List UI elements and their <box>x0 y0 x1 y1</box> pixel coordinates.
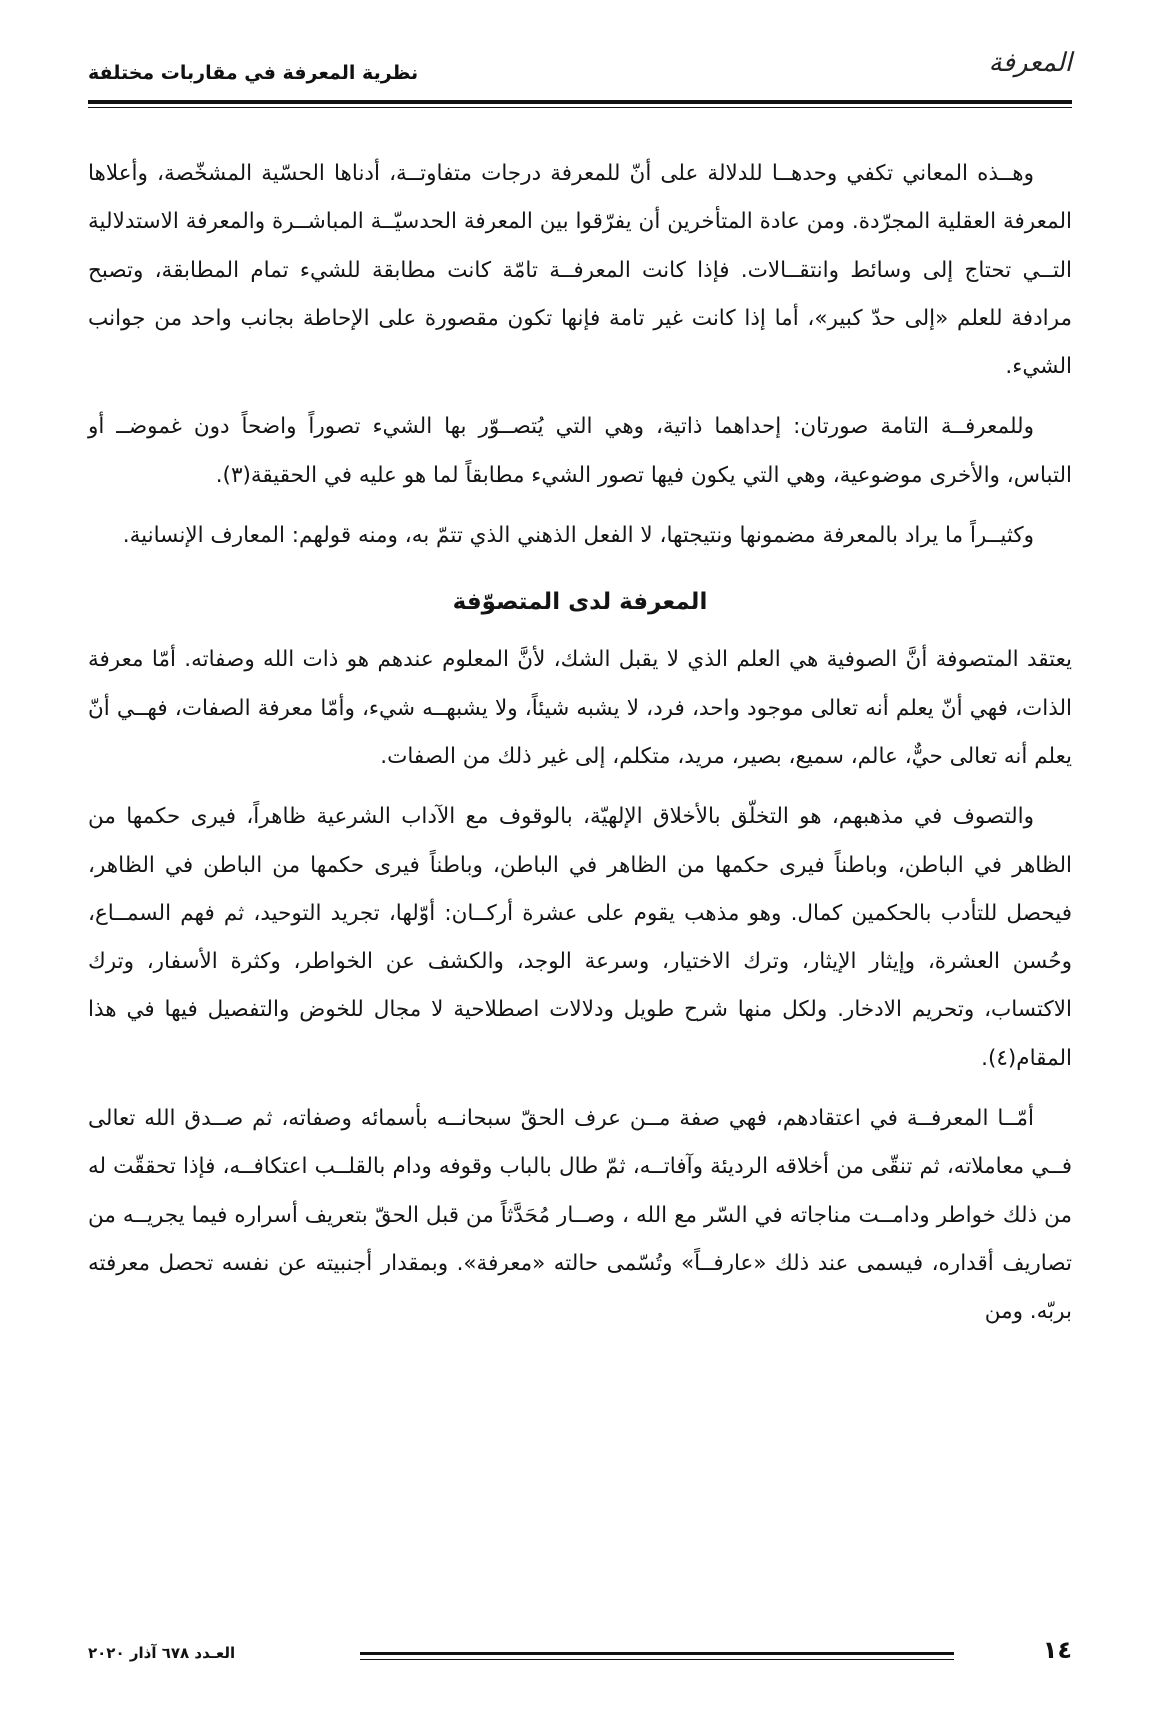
article-body <box>88 150 1072 1337</box>
issue-info: العـدد ٦٧٨ آذار ٢٠٢٠ <box>88 1644 236 1662</box>
paragraph-4: يعتقد المتصوفة أنَّ الصوفية هي العلم الذي لا يقبل الشك، لأنَّ المعلوم عندهم هو ذات الله وصفاته. أمّا معرفة الذات، فهي أنّ يعلم أنه تعالى موجود واحد، فرد، لا يشبه شيئاً، ولا يشبهــه شيء، وأمّا معرفة الصفات، فهــي أنّ يعلم أنه تعالى حيٌّ، عالم، سميع، بصير، مريد، متكلم، إلى غير ذلك من الصفات. <box>88 647 1072 769</box>
paragraph-2: وللمعرفــة التامة صورتان: إحداهما ذاتية، وهي التي يُتصــوّر بها الشيء تصوراً واضحاً دون غموضــ أو التباس، والأخرى موضوعية، وهي التي يكون فيها تصور الشيء مطابقاً لما هو عليه في الحقيقة(٣). <box>88 414 1072 488</box>
magazine-logo: المعرفة <box>988 48 1072 78</box>
page-footer <box>88 1636 1072 1676</box>
paragraph-3: وكثيــراً ما يراد بالمعرفة مضمونها ونتيجتها، لا الفعل الذهني الذي تتمّ به، ومنه قولهم: المعارف الإنسانية. <box>122 523 1034 549</box>
page-header <box>88 40 1072 100</box>
footer-rule-thick <box>360 1652 954 1655</box>
header-rule-thick <box>88 100 1072 104</box>
paragraph-5: والتصوف في مذهبهم، هو التخلّق بالأخلاق الإلهيّة، بالوقوف مع الآداب الشرعية ظاهراً، فيرى حكمها من الظاهر في الباطن، وباطناً فيرى حكمها من الظاهر في الباطن، وباطناً فيرى حكمها من الباطن في الظاهر، فيحصل للتأدب بالحكمين كمال. وهو مذهب يقوم على عشرة أركــان: أوّلها، تجريد التوحيد، ثم فهم السمــاع، وحُسن العشرة، وإيثار الإيثار، وترك الاختيار، وسرعة الوجد، والكشف عن الخواطر، وكثرة الأسفار، وترك الاكتساب، وتحريم الادخار. ولكل منها شرح طويل ودلالات اصطلاحية لا مجال للخوض والتفصيل فيها في هذا المقام(٤). <box>88 804 1072 1071</box>
section-heading: المعرفة لدى المتصوّفة <box>452 589 708 616</box>
paragraph-6: أمّــا المعرفــة في اعتقادهم، فهي صفة مــن عرف الحقّ سبحانــه بأسمائه وصفاته، ثم صــدق الله تعالى فــي معاملاته، ثم تنقّى من أخلاقه الرديئة وآفاتــه، ثمّ طال بالباب وقوفه ودام بالقلــب اعتكافــه، فإذا تحققّت له من ذلك خواطر ودامــت مناجاته في السّر مع الله ، وصــار مُحَدَّثاً من قبل الحقّ بتعريف أسراره فيما يجريــه من تصاريف أقداره، فيسمى عند ذلك «عارفــاً» وتُسّمى حالته «معرفة». وبمقدار أجنبيته عن نفسه تحصل معرفته بربّه. ومن <box>88 1106 1072 1325</box>
page-number: ١٤ <box>1042 1636 1072 1664</box>
footer-rule-thin <box>360 1659 954 1660</box>
footer-rule <box>360 1652 954 1660</box>
header-rule-thin <box>88 107 1072 108</box>
paragraph-1: وهــذه المعاني تكفي وحدهــا للدلالة على أنّ للمعرفة درجات متفاوتــة، أدناها الحسّية المشخّصة، وأعلاها المعرفة العقلية المجرّدة. ومن عادة المتأخرين أن يفرّقوا بين المعرفة الحدسيّــة المباشــرة والمعرفة الاستدلالية التــي تحتاج إلى وسائط وانتقــالات. فإذا كانت المعرفــة تامّة كانت مطابقة للشيء تمام المطابقة، وتصبح مرادفة للعلم «إلى حدّ كبير»، أما إذا كانت غير تامة فإنها تكون مقصورة على الإحاطة بجانب واحد من جوانب الشيء. <box>88 161 1072 380</box>
running-title: نظرية المعرفة في مقاربات مختلفة <box>88 62 419 84</box>
